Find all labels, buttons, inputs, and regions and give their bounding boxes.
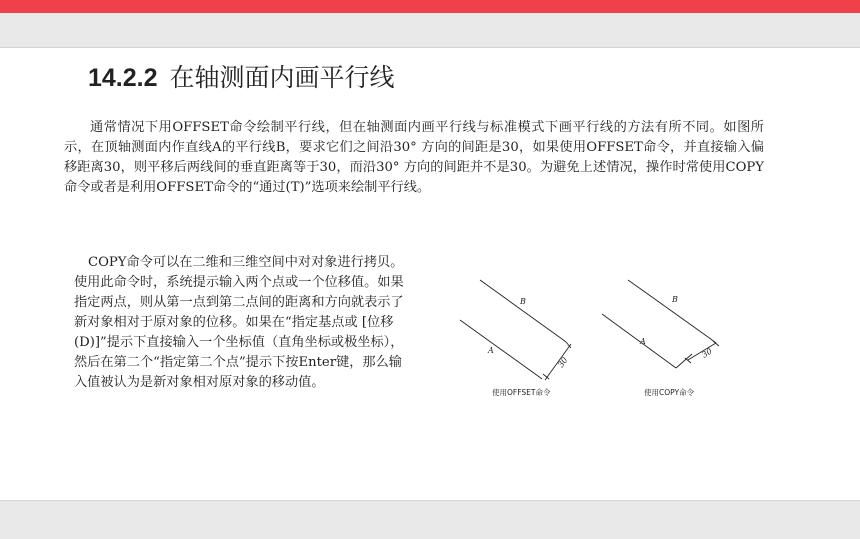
offset-label-b: B — [520, 297, 526, 306]
copy-ext-a — [676, 354, 692, 368]
offset-line-a — [460, 320, 538, 376]
paragraph-offset-explanation: 通常情况下用OFFSET命令绘制平行线，但在轴测面内画平行线与标准模式下画平行线的方法有所不同。如图所示，在顶轴测面内作直线A的平行线B，要求它们之间沿30° 方向的间距是30，如果使用OFFSET命令，并直接输入偏移距离30，则平移后两线间的垂直距离等于30，而沿30° 方向的间距并不是30。为避免上述情况，操作时常使用COPY命令或者是利用OFFSET命令的“通过(T)”选项来绘制平行线。 — [64, 120, 764, 195]
offset-label-a: A — [488, 346, 494, 355]
copy-label-a: A — [640, 337, 646, 346]
copy-dimension-value: 30 — [700, 346, 714, 360]
copy-tick-2 — [713, 341, 719, 346]
figure-drawing — [452, 272, 772, 404]
section-heading — [88, 63, 395, 93]
copy-label-b: B — [672, 295, 678, 304]
copy-line-a — [602, 314, 676, 368]
offset-diagram — [460, 280, 571, 380]
copy-line-b — [628, 280, 708, 337]
section-title: 在轴测面内画平行线 — [169, 63, 395, 92]
footer-strip — [0, 500, 860, 539]
offset-caption: 使用OFFSET命令 — [492, 388, 551, 397]
copy-caption: 使用COPY命令 — [644, 388, 695, 397]
offset-ext-a — [538, 376, 542, 379]
parallel-lines-figure — [452, 272, 772, 404]
top-accent-bar — [0, 0, 860, 13]
header-strip — [0, 13, 860, 48]
paragraph-copy-explanation: COPY命令可以在二维和三维空间中对对象进行拷贝。使用此命令时，系统提示输入两个点或一个位移值。如果指定两点，则从第一点到第二点间的距离和方向就表示了新对象相对于原对象的位移。如果在“指定基点或 [位移(D)]”提示下直接输入一个坐标值（直角坐标或极坐标），然后在第二个“指定第二个点”提示下按Enter键，那么输入值被认为是新对象相对原对象的移动值。 — [74, 255, 404, 390]
section-number: 14.2.2 — [88, 64, 158, 92]
offset-dimension-value: 30 — [556, 355, 570, 370]
offset-line-b — [480, 280, 562, 339]
offset-ext-b — [562, 339, 566, 342]
